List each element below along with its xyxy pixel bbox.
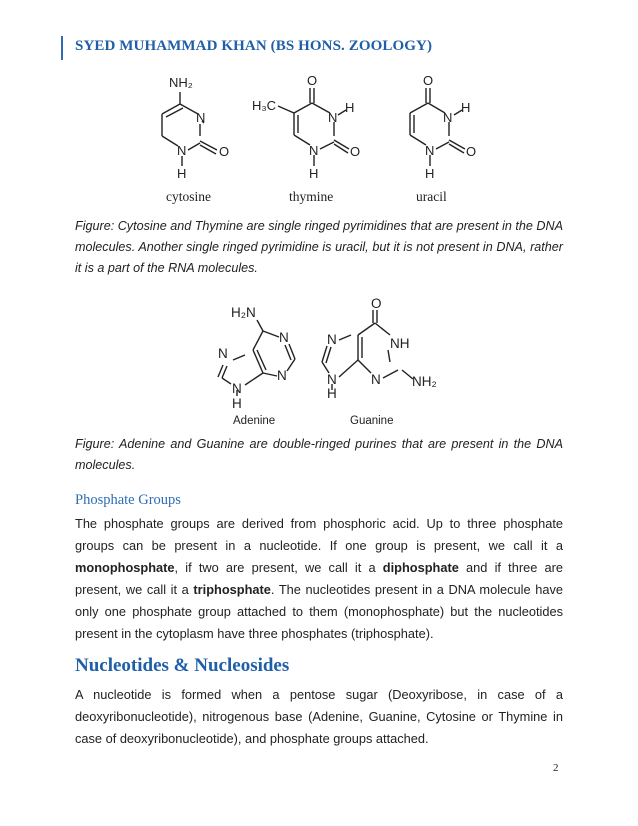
cytosine-nh2-label: NH₂ <box>169 75 193 90</box>
purine-figure-caption: Figure: Adenine and Guanine are double-ringed purines that are present in the DNA molecules. <box>75 437 563 472</box>
adenine-n7-label: N <box>218 346 228 361</box>
adenine-n3-label: N <box>277 368 287 383</box>
adenine-n1-label: N <box>279 330 289 345</box>
adenine-h2n-label: H₂N <box>231 305 256 320</box>
thymine-h3c-label: H₃C <box>252 98 277 113</box>
phosphate-paragraph <box>75 513 563 645</box>
uracil-o2-label: O <box>466 144 477 159</box>
uracil-label: uracil <box>416 189 447 204</box>
thymine-n3-label: N <box>328 110 338 125</box>
purine-structures-figure <box>205 298 455 428</box>
adenine-h-label: H <box>232 396 242 411</box>
adenine-label: Adenine <box>233 415 276 427</box>
page-header: SYED MUHAMMAD KHAN (BS HONS. ZOOLOGY) <box>75 38 433 54</box>
phosphate-groups-heading: Phosphate Groups <box>75 492 181 508</box>
guanine-label: Guanine <box>350 415 394 427</box>
guanine-n3-label: N <box>371 372 381 387</box>
pyrimidine-figure-caption: Figure: Cytosine and Thymine are single ringed pyrimidines that are present in the DNA molecules. Another single ringed pyrimidine is uracil, but it is not present in DNA, rather it is a part of the RNA molecules. <box>75 219 563 275</box>
nucleotides-paragraph: A nucleotide is formed when a pentose sugar (Deoxyribose, in case of a deoxyribonucleotide), nitrogenous base (Adenine, Guanine, Cytosine or Thymine in case of deoxyribonucleotide), and phosphate groups attached. <box>75 687 563 746</box>
guanine-nh-label: NH <box>390 336 410 351</box>
adenine-n9-label: N <box>232 381 242 396</box>
page-number: 2 <box>553 762 559 774</box>
guanine-nh2-label: NH₂ <box>412 374 437 389</box>
uracil-h-label: H <box>425 166 435 181</box>
phosphate-text-2: , if two are present, we call it a <box>174 560 383 575</box>
uracil-h3-label: H <box>461 100 471 115</box>
thymine-o-label: O <box>307 73 318 88</box>
diphosphate-term: diphosphate <box>382 560 459 575</box>
thymine-label: thymine <box>289 189 334 204</box>
thymine-o2-label: O <box>350 144 361 159</box>
guanine-n7-label: N <box>327 332 337 347</box>
cytosine-n1-label: N <box>177 143 187 158</box>
guanine-o-label: O <box>371 298 382 311</box>
phosphate-text-3: and if three are present, we call it a <box>75 560 563 597</box>
nucleotides-heading: Nucleotides & Nucleosides <box>75 655 290 676</box>
pyrimidine-structures-figure <box>140 70 500 210</box>
uracil-n3-label: N <box>443 110 453 125</box>
cytosine-n-label: N <box>196 110 206 125</box>
cytosine-h-label: H <box>177 166 187 181</box>
uracil-n1-label: N <box>425 143 435 158</box>
phosphate-text-1: The phosphate groups are derived from phosphoric acid. Up to three phosphate groups can be present in a nucleotide. If one group is present, we call it a <box>75 516 563 553</box>
thymine-h-label: H <box>309 166 319 181</box>
header-accent-bar <box>61 36 63 60</box>
cytosine-o-label: O <box>219 144 230 159</box>
thymine-n1-label: N <box>309 143 319 158</box>
cytosine-label: cytosine <box>166 189 211 204</box>
monophosphate-term: monophosphate <box>75 560 175 575</box>
uracil-o-label: O <box>423 73 434 88</box>
guanine-h-label: H <box>327 386 337 401</box>
triphosphate-term: triphosphate <box>193 582 271 597</box>
thymine-h3-label: H <box>345 100 355 115</box>
phosphate-text-4: . The nucleotides present in a DNA molecule have only one phosphate group attached to them (monophosphate) but the nucleotides present in the cytoplasm have three phosphates (triphosphate). <box>75 582 563 641</box>
guanine-n9-label: N <box>327 372 337 387</box>
